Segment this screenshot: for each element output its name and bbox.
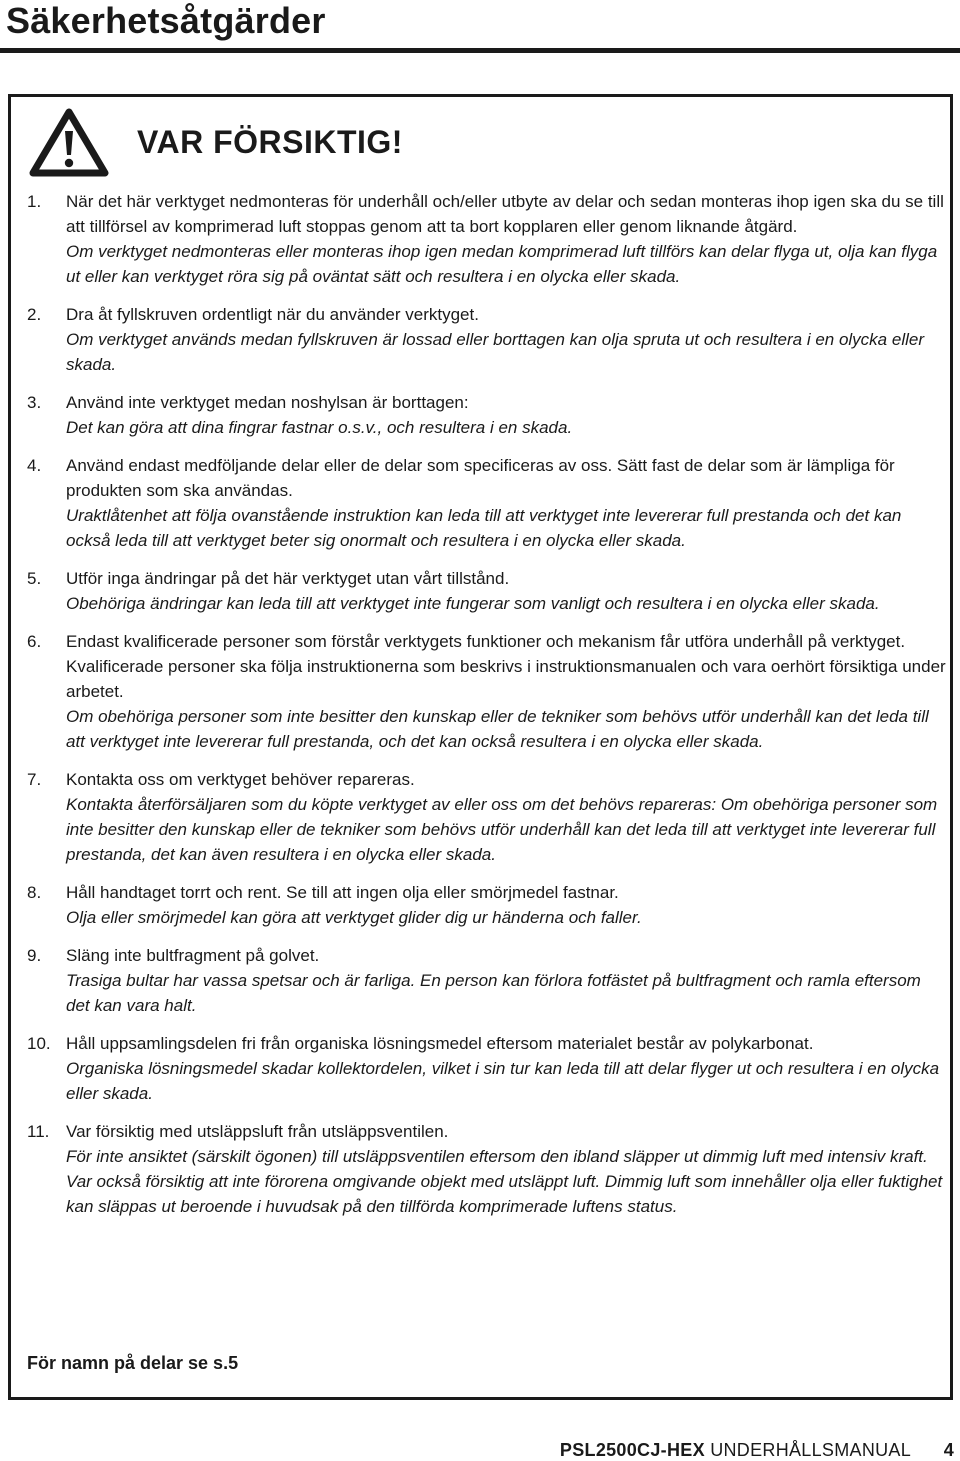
- item-instruction: Kontakta oss om verktyget behöver repareras.: [66, 770, 415, 789]
- caution-item: [27, 943, 947, 1018]
- item-number: 3.: [27, 393, 42, 412]
- item-body: [66, 302, 947, 377]
- caution-title: VAR FÖRSIKTIG!: [137, 123, 403, 160]
- parts-reference: För namn på delar se s.5: [27, 1353, 239, 1373]
- caution-item: [27, 566, 947, 616]
- item-number: 8.: [27, 883, 42, 902]
- caution-item: [27, 390, 947, 440]
- item-instruction: Använd endast medföljande delar eller de delar som specificeras av oss. Sätt fast de delar som är lämpliga för produkten som ska användas.: [66, 456, 895, 500]
- warning-triangle-icon: [29, 107, 109, 177]
- item-instruction: Släng inte bultfragment på golvet.: [66, 946, 320, 965]
- caution-item: [27, 767, 947, 867]
- item-instruction: Håll handtaget torrt och rent. Se till att ingen olja eller smörjmedel fastnar.: [66, 883, 619, 902]
- footer-model: PSL2500CJ-HEX: [559, 1440, 705, 1460]
- caution-item: [27, 189, 947, 289]
- item-instruction: Utför inga ändringar på det här verktyget utan vårt tillstånd.: [66, 569, 510, 588]
- item-body: [66, 189, 947, 289]
- item-body: [66, 943, 947, 1018]
- item-body: [66, 390, 947, 440]
- caution-item: [27, 880, 947, 930]
- item-consequence: För inte ansiktet (särskilt ögonen) till utsläppsventilen eftersom den ibland släpper ut dimmig luft med intensiv kraft. Var också försiktig att inte förorena omgivande objekt med utsläppt luft. Dimmig luft som innehåller olja eller fuktighet kan släppas ut beroende i huvudsak på den tillförda komprimerade luftens status.: [66, 1147, 943, 1216]
- item-number: 4.: [27, 456, 42, 475]
- item-consequence: Uraktlåtenhet att följa ovanstående instruktion kan leda till att verktyget inte levererar full prestanda och det kan också leda till att verktyget beter sig onormalt och resultera i en olycka eller skada.: [66, 506, 902, 550]
- item-instruction: Håll uppsamlingsdelen fri från organiska lösningsmedel eftersom materialet består av polykarbonat.: [66, 1034, 814, 1053]
- item-number: 7.: [27, 770, 42, 789]
- page-footer: [560, 1440, 954, 1461]
- item-consequence: Kontakta återförsäljaren som du köpte verktyget av eller oss om det behövs repareras: Om obehöriga personer som inte besitter den kunskap eller de tekniker som behövs utför underhåll kan det leda till att verktyget inte levererar full prestanda, det kan även resultera i en olycka eller skada.: [66, 795, 938, 864]
- item-number: 1.: [27, 192, 42, 211]
- footer-manual-title: UNDERHÅLLSMANUAL: [710, 1440, 911, 1460]
- item-consequence: Om obehöriga personer som inte besitter den kunskap eller de tekniker som behövs utför underhåll kan det leda till att verktyget inte levererar full prestanda, och det kan också resultera i en olycka eller skada.: [66, 707, 929, 751]
- item-consequence: Om verktyget används medan fyllskruven är lossad eller borttagen kan olja spruta ut och resultera i en olycka eller skada.: [66, 330, 924, 374]
- item-body: [66, 453, 947, 553]
- item-body: [66, 629, 947, 754]
- caution-item: [27, 629, 947, 754]
- item-number: 11.: [27, 1122, 50, 1141]
- caution-box: [8, 94, 953, 1400]
- item-number: 10.: [27, 1034, 51, 1053]
- caution-item: [27, 453, 947, 553]
- caution-item: [27, 302, 947, 377]
- item-body: [66, 566, 947, 616]
- caution-header: [29, 107, 403, 177]
- page-number: 4: [943, 1440, 954, 1460]
- item-consequence: Trasiga bultar har vassa spetsar och är farliga. En person kan förlora fotfästet på bultfragment och ramla eftersom det kan vara halt.: [66, 971, 921, 1015]
- item-number: 6.: [27, 632, 42, 651]
- item-body: [66, 1119, 947, 1219]
- item-number: 5.: [27, 569, 42, 588]
- caution-list: [27, 189, 947, 1232]
- item-instruction: Var försiktig med utsläppsluft från utsläppsventilen.: [66, 1122, 449, 1141]
- item-consequence: Det kan göra att dina fingrar fastnar o.s.v., och resultera i en skada.: [66, 418, 573, 437]
- item-number: 9.: [27, 946, 42, 965]
- title-divider: [0, 48, 960, 53]
- item-consequence: Om verktyget nedmonteras eller monteras ihop igen medan komprimerad luft tillförs kan delar flyga ut, olja kan flyga ut eller kan verktyget röra sig på oväntat sätt och resultera i en olycka eller skada.: [66, 242, 938, 286]
- item-consequence: Olja eller smörjmedel kan göra att verktyget glider dig ur händerna och faller.: [66, 908, 642, 927]
- page-title: Säkerhetsåtgärder: [6, 0, 326, 41]
- item-consequence: Organiska lösningsmedel skadar kollektordelen, vilket i sin tur kan leda till att delar flyger ut och resultera i en olycka eller skada.: [66, 1059, 940, 1103]
- item-body: [66, 767, 947, 867]
- item-instruction: Endast kvalificerade personer som förstår verktygets funktioner och mekanism får utföra underhåll på verktyget. Kvalificerade personer ska följa instruktionerna som beskrivs i instruktionsmanualen och vara oerhört försiktiga under arbetet.: [66, 632, 946, 701]
- caution-item: [27, 1119, 947, 1219]
- item-number: 2.: [27, 305, 42, 324]
- caution-item: [27, 1031, 947, 1106]
- item-body: [66, 1031, 947, 1106]
- item-instruction: Använd inte verktyget medan noshylsan är borttagen:: [66, 393, 469, 412]
- item-instruction: När det här verktyget nedmonteras för underhåll och/eller utbyte av delar och sedan monteras ihop igen ska du se till att tillförsel av komprimerad luft stoppas genom att ta bort kopplaren eller genom liknande åtgärd.: [66, 192, 944, 236]
- item-instruction: Dra åt fyllskruven ordentligt när du använder verktyget.: [66, 305, 479, 324]
- item-body: [66, 880, 947, 930]
- item-consequence: Obehöriga ändringar kan leda till att verktyget inte fungerar som vanligt och resultera i en olycka eller skada.: [66, 594, 880, 613]
